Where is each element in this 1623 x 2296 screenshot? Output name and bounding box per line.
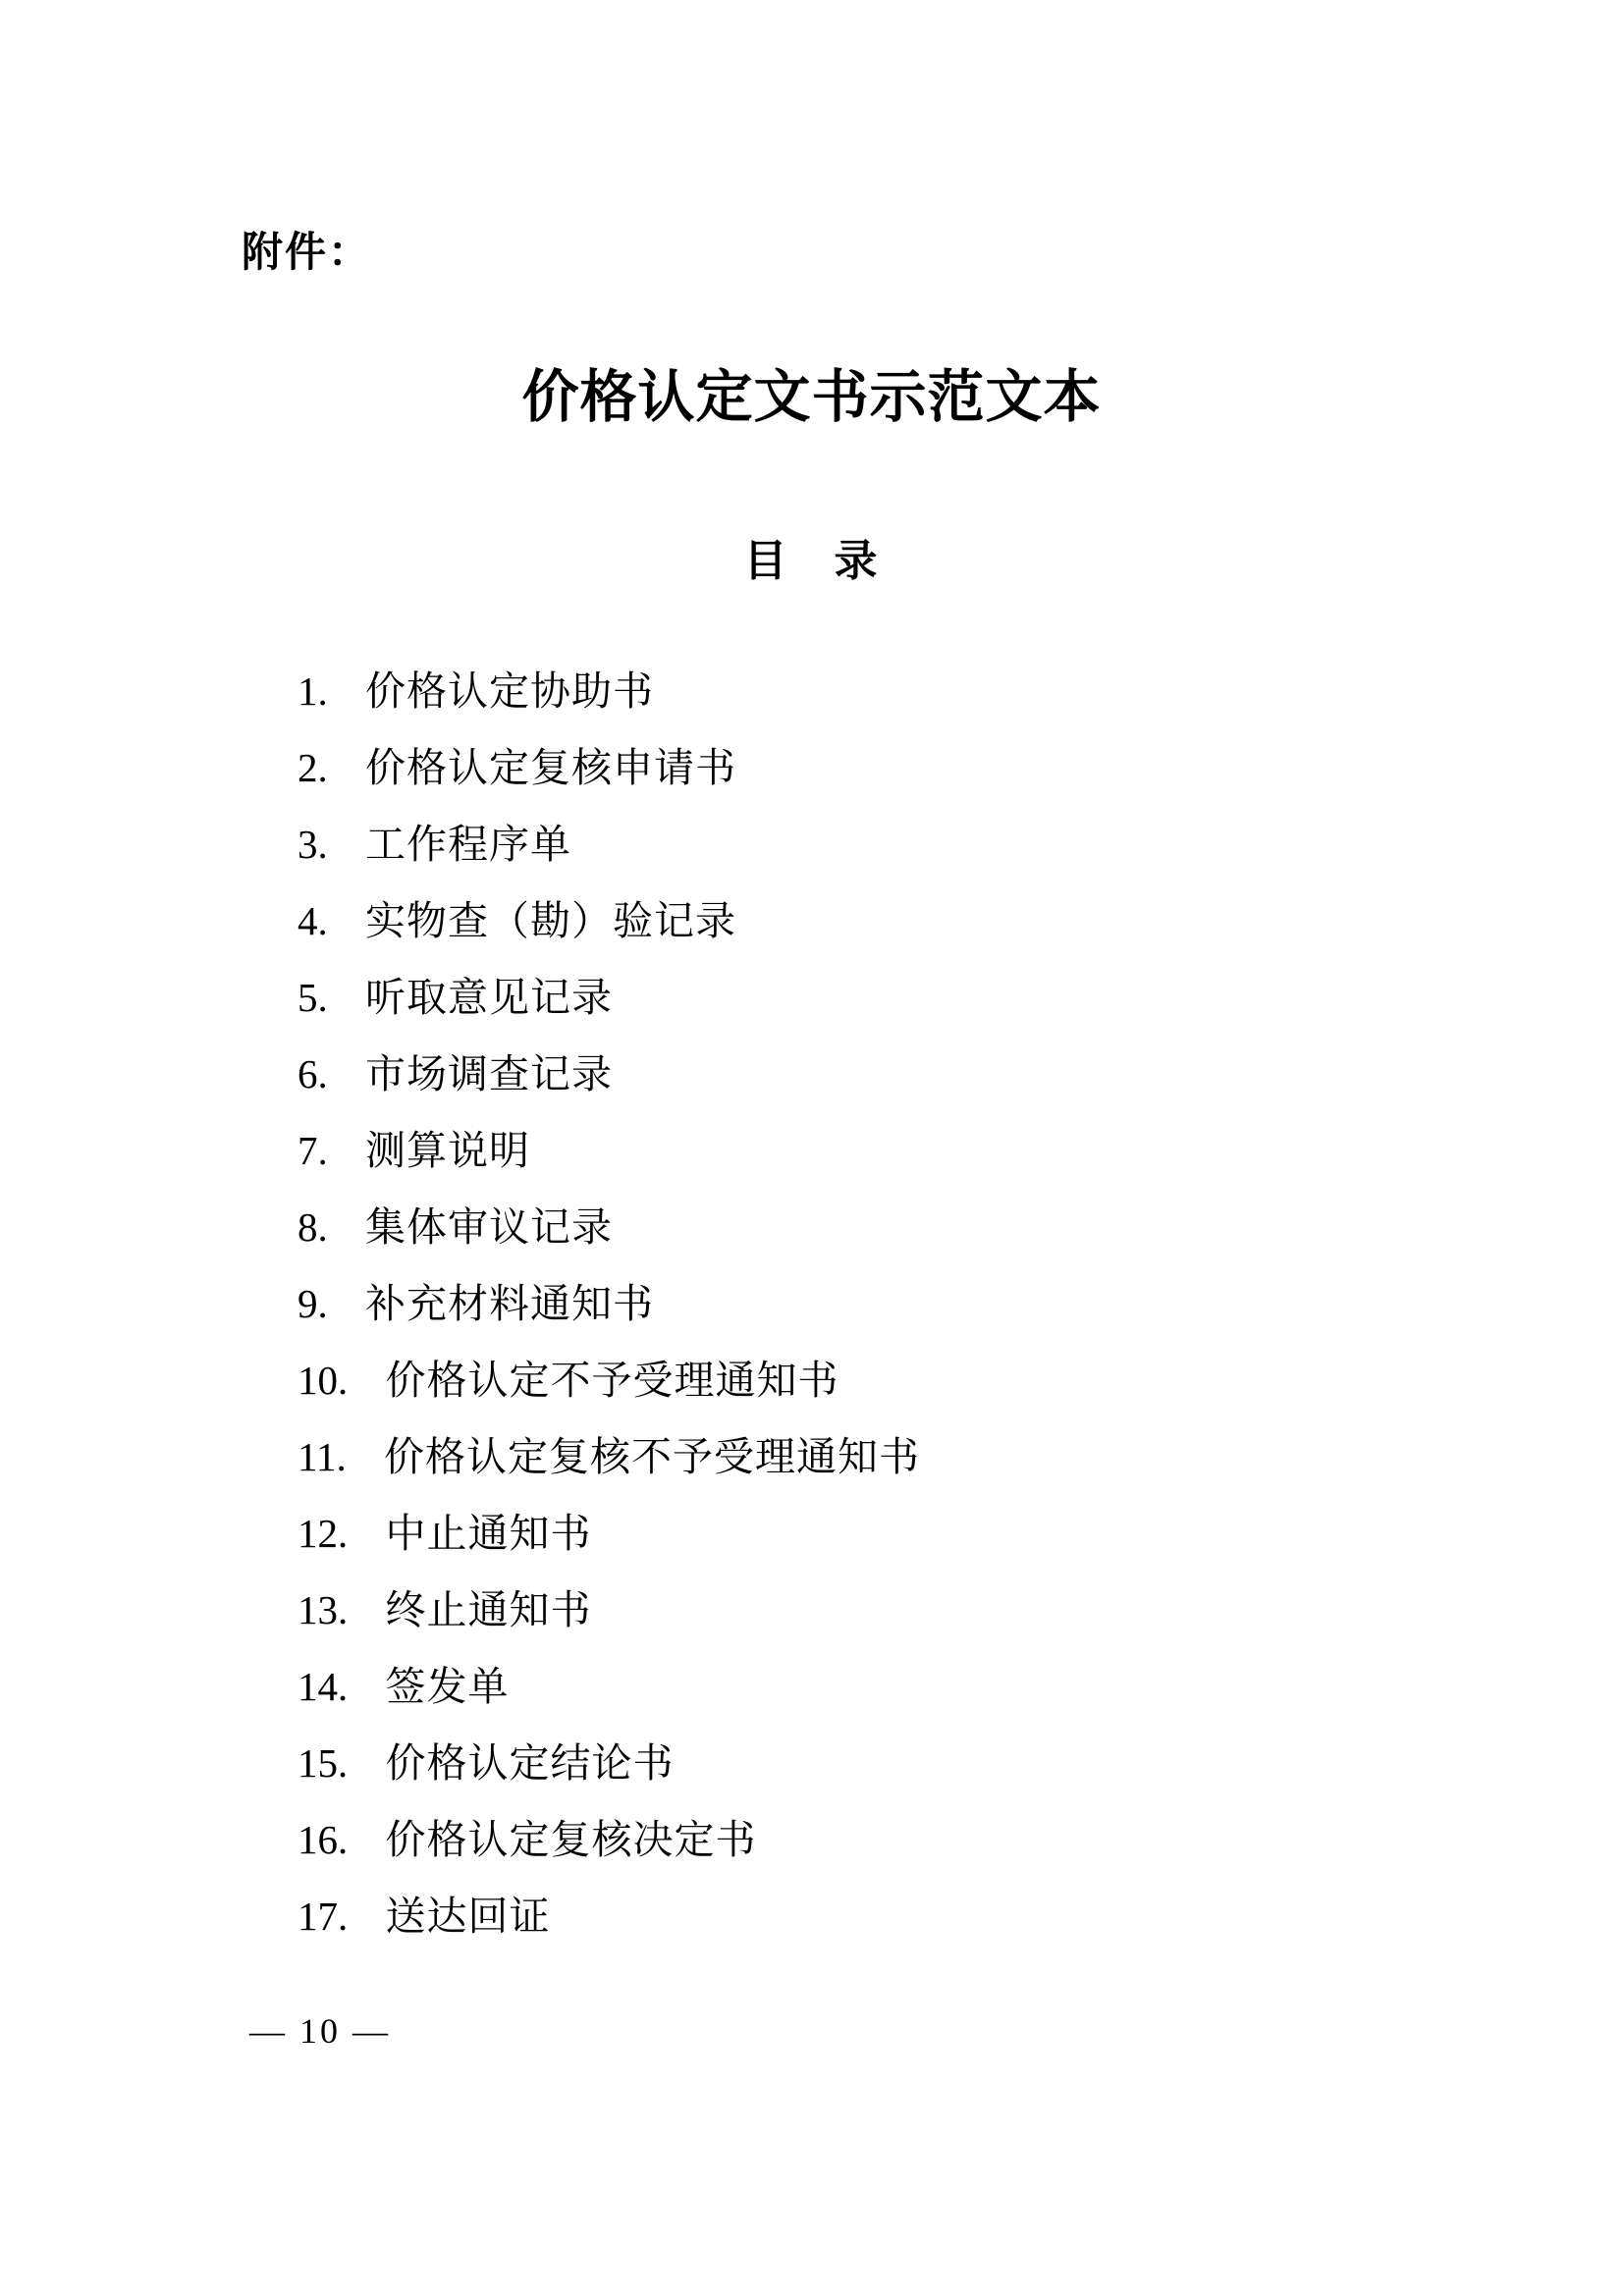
toc-item xyxy=(298,1418,920,1495)
toc-item-number: 14. xyxy=(298,1664,349,1709)
toc-item xyxy=(298,1189,920,1265)
toc-item xyxy=(298,1036,920,1112)
toc-list xyxy=(298,653,920,1954)
toc-item xyxy=(298,1725,920,1801)
toc-item xyxy=(298,959,920,1036)
toc-item-label: 实物查（勘）验记录 xyxy=(365,898,736,943)
toc-item-number: 9. xyxy=(298,1281,328,1326)
toc-item xyxy=(298,1572,920,1648)
toc-item-label: 价格认定不予受理通知书 xyxy=(385,1358,839,1403)
toc-item-label: 中止通知书 xyxy=(385,1511,592,1556)
toc-item-label: 价格认定结论书 xyxy=(385,1740,675,1786)
toc-item xyxy=(298,1495,920,1572)
page-number: — 10 — xyxy=(249,2011,391,2051)
toc-item-label: 价格认定复核申请书 xyxy=(365,745,736,790)
toc-item-label: 市场调查记录 xyxy=(365,1051,613,1096)
toc-item xyxy=(298,1878,920,1954)
toc-item-label: 补充材料通知书 xyxy=(365,1281,654,1326)
toc-item-label: 工作程序单 xyxy=(365,822,571,867)
toc-item-label: 集体审议记录 xyxy=(365,1204,613,1250)
toc-item xyxy=(298,653,920,729)
toc-item xyxy=(298,806,920,882)
toc-item-number: 6. xyxy=(298,1051,328,1096)
toc-item xyxy=(298,1265,920,1342)
toc-item-number: 10. xyxy=(298,1358,349,1403)
toc-item-number: 8. xyxy=(298,1204,328,1250)
toc-item-label: 价格认定协助书 xyxy=(365,668,654,714)
toc-item-number: 5. xyxy=(298,975,328,1020)
toc-item-number: 12. xyxy=(298,1511,349,1556)
toc-heading: 目 录 xyxy=(743,537,880,585)
toc-item-label: 听取意见记录 xyxy=(365,975,613,1020)
toc-item-label: 测算说明 xyxy=(365,1128,530,1173)
toc-item-label: 价格认定复核不予受理通知书 xyxy=(383,1434,920,1479)
toc-item xyxy=(298,1648,920,1725)
toc-item-number: 16. xyxy=(298,1817,349,1862)
toc-item-number: 2. xyxy=(298,745,328,790)
document-title: 价格认定文书示范文本 xyxy=(521,365,1102,429)
toc-item-number: 7. xyxy=(298,1128,328,1173)
toc-item-number: 15. xyxy=(298,1740,349,1786)
toc-item xyxy=(298,1112,920,1189)
attachment-label: 附件： xyxy=(242,229,372,275)
toc-item-number: 4. xyxy=(298,898,328,943)
toc-item-number: 17. xyxy=(298,1894,349,1939)
toc-item-number: 3. xyxy=(298,822,328,867)
toc-item-label: 终止通知书 xyxy=(385,1587,592,1632)
toc-item-number: 13. xyxy=(298,1587,349,1632)
toc-item-label: 价格认定复核决定书 xyxy=(385,1817,757,1862)
toc-item xyxy=(298,729,920,806)
toc-item-label: 签发单 xyxy=(385,1664,510,1709)
toc-item xyxy=(298,882,920,959)
toc-item-label: 送达回证 xyxy=(385,1894,551,1939)
toc-item-number: 11. xyxy=(298,1434,347,1479)
toc-item-number: 1. xyxy=(298,668,328,714)
toc-item xyxy=(298,1342,920,1418)
toc-item xyxy=(298,1801,920,1878)
